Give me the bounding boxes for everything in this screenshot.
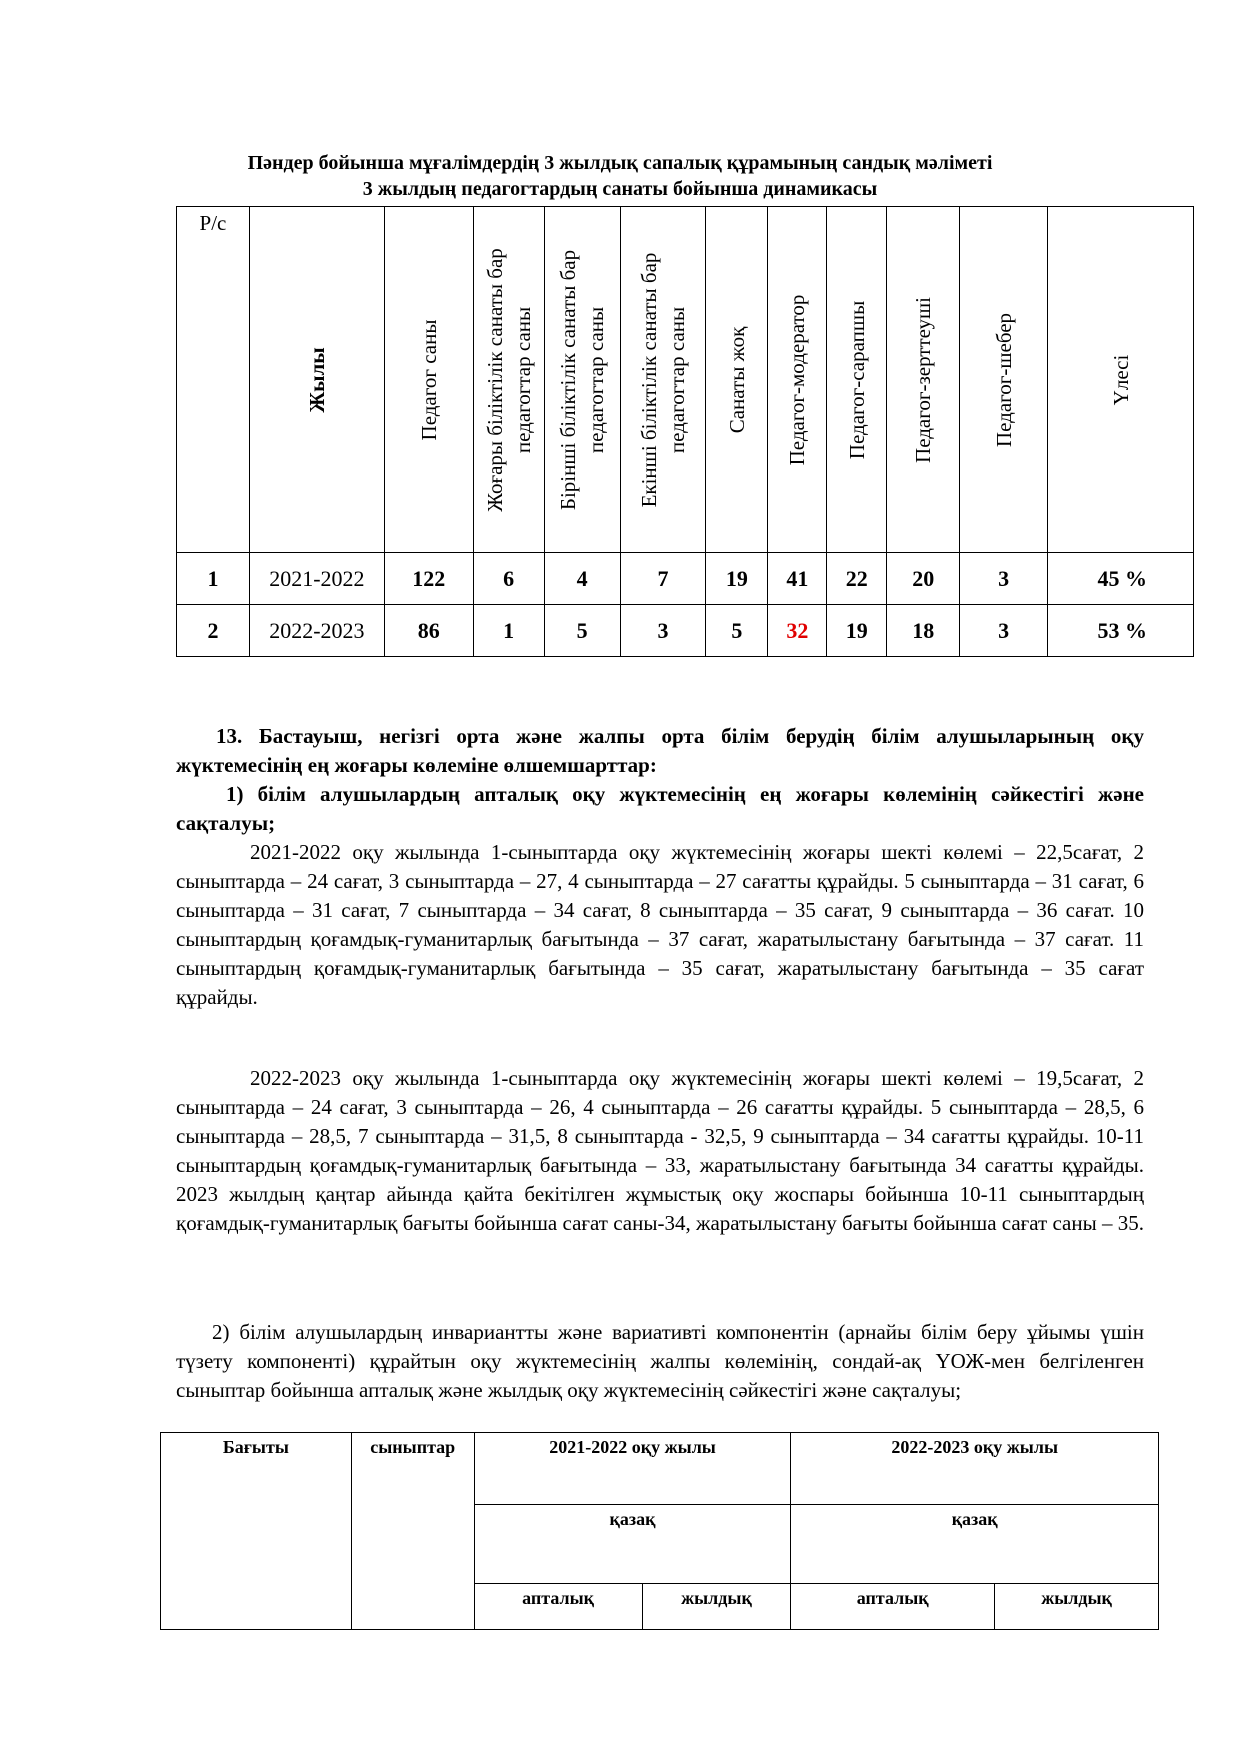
- table-title-line-1: Пәндер бойынша мұғалімдердің 3 жылдық сапалық құрамының сандық мәліметі: [247, 152, 993, 174]
- header-year: Жылы: [249, 207, 384, 553]
- header-yearly-2022: жылдық: [995, 1584, 1159, 1630]
- cell-researcher: 20: [887, 553, 960, 605]
- cell-moderator: 41: [768, 553, 827, 605]
- cell-higher: 1: [473, 605, 544, 657]
- cell-share: 45 %: [1048, 553, 1194, 605]
- table-row: [177, 605, 1194, 657]
- cell-share: 53 %: [1048, 605, 1194, 657]
- cell-master: 3: [960, 553, 1048, 605]
- header-higher-category: Жоғары біліктілік санаты бар педагогтар саны: [473, 207, 544, 553]
- subsection-2-paragraph: 2) білім алушылардың инвариантты және вариативті компонентін (арнайы білім беру ұйымы үшін түзету компоненті) құрайтын оқу жүктемесінің жалпы көлемінің, сондай-ақ ҮОЖ-мен белгіленген сыныптар бойынша апталық және жылдық оқу жүктемесінің сәйкестігі және сақталуы;: [176, 1320, 1144, 1402]
- cell-master: 3: [960, 605, 1048, 657]
- study-load-table: [160, 1432, 1159, 1630]
- header-language-2021: қазақ: [474, 1505, 791, 1584]
- cell-higher: 6: [473, 553, 544, 605]
- cell-first: 5: [544, 605, 620, 657]
- header-no-category: Санаты жоқ: [706, 207, 768, 553]
- subsection-1-heading: 1) білім алушылардың апталық оқу жүктемесінің ең жоғары көлемінің сәйкестігі және сақталуы;: [176, 782, 1144, 835]
- header-weekly-2022: апталық: [791, 1584, 995, 1630]
- cell-expert: 19: [827, 605, 887, 657]
- header-moderator: Педагог-модератор: [768, 207, 827, 553]
- header-expert: Педагог-сарапшы: [827, 207, 887, 553]
- header-second-category: Екінші біліктілік санаты бар педагогтар саны: [620, 207, 706, 553]
- header-language-2022: қазақ: [791, 1505, 1159, 1584]
- header-num: Р/с: [177, 207, 250, 553]
- header-weekly-2021: апталық: [474, 1584, 642, 1630]
- header-classes: сыныптар: [351, 1433, 474, 1630]
- header-year-2021-2022: 2021-2022 оқу жылы: [474, 1433, 791, 1505]
- cell-teachers: 122: [384, 553, 473, 605]
- paragraph-2022-2023: 2022-2023 оқу жылында 1-сыныптарда оқу жүктемесінің жоғары шекті көлемі – 19,5сағат, 2 сыныптарда – 24 сағат, 3 сыныптарда – 26, 4 сыныптарда – 26 сағатты құрайды. 5 сыныптарда – 28,5, 6 сыныптарда – 28,5, 7 сыныптарда – 31,5, 8 сыныптарда - 32,5, 9 сыныптарда – 34 сағатты құрайды. 10-11 сыныптардың қоғамдық-гуманитарлық бағытында – 33, жаратылыстану бағытында 34 сағатты құрайды. 2023 жылдың қаңтар айында қайта бекітілген жұмыстық оқу жоспары бойынша 10-11 сыныптардың қоғамдық-гуманитарлық бағыты бойынша сағат саны-34, жаратылыстану бағыты бойынша сағат саны – 35.: [176, 1066, 1144, 1235]
- cell-first: 4: [544, 553, 620, 605]
- section-13-heading: 13. Бастауыш, негізгі орта және жалпы орта білім берудің білім алушыларының оқу жүктемесінің ең жоғары көлеміне өлшемшарттар:: [176, 724, 1144, 777]
- table-header-row: [177, 207, 1194, 553]
- header-teachers: Педагог саны: [384, 207, 473, 553]
- table-header-row: [161, 1433, 1159, 1505]
- header-share: Үлесі: [1048, 207, 1194, 553]
- cell-second: 3: [620, 605, 706, 657]
- header-year-2022-2023: 2022-2023 оқу жылы: [791, 1433, 1159, 1505]
- paragraph-2021-2022: 2021-2022 оқу жылында 1-сыныптарда оқу жүктемесінің жоғары шекті көлемі – 22,5сағат, 2 сыныптарда – 24 сағат, 3 сыныптарда – 27, 4 сыныптарда – 27 сағатты құрайды. 5 сыныптарда – 31 сағат, 6 сыныптарда – 31 сағат, 7 сыныптарда – 34 сағат, 8 сыныптарда – 35 сағат, 9 сыныптарда – 36 сағат. 10 сыныптардың қоғамдық-гуманитарлық бағытында – 37 сағат, жаратылыстану бағытында – 37 сағат. 11 сыныптардың қоғамдық-гуманитарлық бағытында – 35 сағат, жаратылыстану бағытында – 35 сағат құрайды.: [176, 840, 1144, 1009]
- table-title-line-2: 3 жылдың педагогтардың санаты бойынша динамикасы: [362, 178, 878, 200]
- cell-num: 1: [177, 553, 250, 605]
- cell-researcher: 18: [887, 605, 960, 657]
- header-direction: Бағыты: [161, 1433, 352, 1630]
- cell-none: 19: [706, 553, 768, 605]
- cell-year: 2022-2023: [249, 605, 384, 657]
- header-researcher: Педагог-зерттеуші: [887, 207, 960, 553]
- cell-expert: 22: [827, 553, 887, 605]
- header-yearly-2021: жылдық: [642, 1584, 791, 1630]
- cell-none: 5: [706, 605, 768, 657]
- cell-num: 2: [177, 605, 250, 657]
- cell-teachers: 86: [384, 605, 473, 657]
- header-master: Педагог-шебер: [960, 207, 1048, 553]
- cell-year: 2021-2022: [249, 553, 384, 605]
- cell-second: 7: [620, 553, 706, 605]
- cell-moderator-highlighted: 32: [768, 605, 827, 657]
- table-row: [177, 553, 1194, 605]
- teacher-category-table: [176, 206, 1194, 657]
- header-first-category: Бірінші біліктілік санаты бар педагогтар саны: [544, 207, 620, 553]
